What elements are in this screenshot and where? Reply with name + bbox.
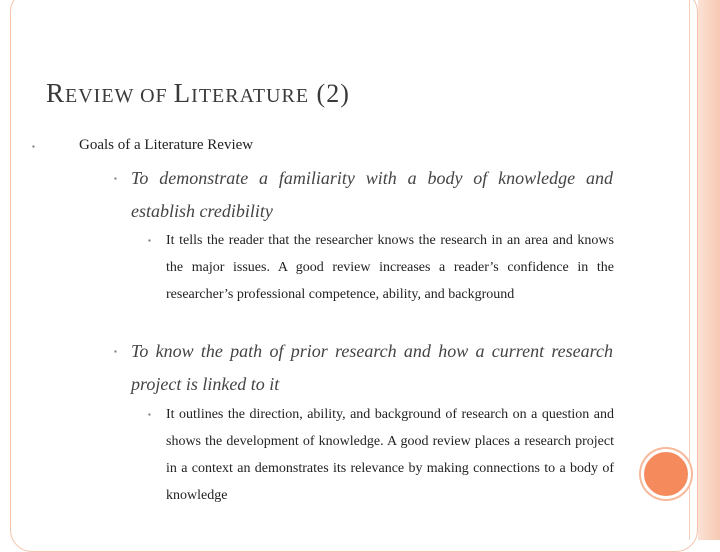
bullet-marker: ▪ bbox=[148, 410, 151, 419]
bullet-marker: ▪ bbox=[114, 347, 117, 356]
bullet-marker: ▪ bbox=[114, 174, 117, 183]
goal-detail-2: It outlines the direction, ability, and background of research on a question and shows the development of knowledge. A good review places a research project in a context an demonstrates its relevance by making connections to a body of knowledge bbox=[166, 407, 614, 503]
decor-side-bar bbox=[698, 0, 720, 540]
goal-detail-1: It tells the reader that the researcher knows the research in an area and knows the major issues. A good review increases a reader’s confidence in the researcher’s professional competence, ability, and background bbox=[166, 233, 614, 302]
decor-line bbox=[689, 0, 690, 540]
level1-heading: Goals of a Literature Review bbox=[79, 137, 254, 153]
slide-title: REVIEW OF LITERATURE (2) bbox=[46, 78, 350, 108]
goal-heading-2: To know the path of prior research and how a current research project is linked to it bbox=[131, 341, 613, 394]
decor-circle bbox=[641, 449, 691, 499]
goal-heading-1: To demonstrate a familiarity with a body of knowledge and establish credibility bbox=[131, 168, 613, 221]
bullet-marker: ▪ bbox=[32, 142, 35, 151]
bullet-marker: ▪ bbox=[148, 236, 151, 245]
